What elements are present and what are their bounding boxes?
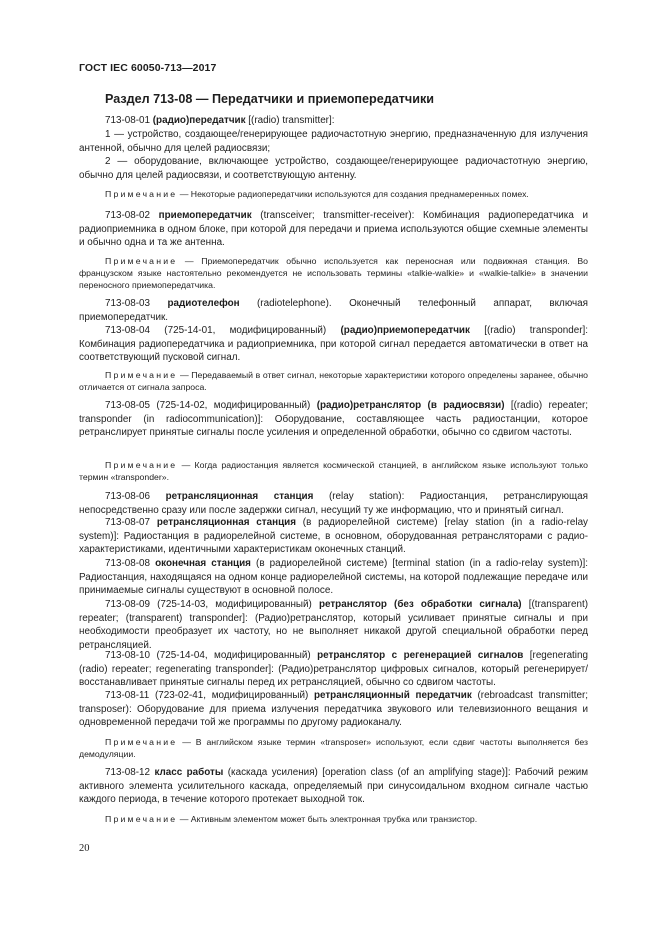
term-entry-713-08-05 — [79, 399, 588, 440]
entry-prefix: 713-08-10 (725-14-04, модифицированный) — [105, 650, 318, 661]
entry-text: (radiotelephone). Оконечный телефонный аппарат, включая приемопередатчик. — [79, 298, 588, 323]
note-text: — Приемопередатчик обычно используется как переносная или подвижная станция. Во французском языке настоятельно рекомендуется не использовать термины «talkie-walkie» и «walkie-talkie» в значении переносного приемопередатчика. — [79, 256, 588, 290]
term-name: класс работы — [154, 767, 224, 778]
entry-text: (каскада усиления) [operation class (of an amplifying stage)]: Рабочий режим активного элемента усилительного каскада, определяемый при синусоидальном входном сигнале частью каждого периода, в течение которого протекает выходной ток. — [79, 767, 589, 806]
entry-text: (в радиорелейной системе) [terminal station (in a radio-relay system)]: Радиостанция, находящаяся на одном конце радиорелейной системы, на которой подлежащие передаче или принимаемые сигналы существуют в основной полосе. — [79, 558, 588, 597]
entry-text: [(radio) transmitter]: — [245, 115, 335, 126]
entry-prefix: 713-08-11 (723-02-41, модифицированный) — [105, 690, 314, 701]
term-name: приемопередатчик — [158, 210, 252, 221]
definition-2: 2 — оборудование, включающее устройство, создающее/генерирующее радиочастотную энергию, обычно для целей радиосвязи, и соответствующую антенну. — [79, 156, 588, 181]
note-1 — [79, 188, 588, 200]
entry-prefix: 713-08-06 — [105, 491, 166, 502]
entry-text: (rebroadcast transmitter; transposer): Оборудование для приема излучения передатчика звукового или телевизионного вещания и одновременной передачи той же программы по другому радиоканалу. — [79, 690, 588, 729]
note-3 — [79, 369, 588, 393]
entry-text: (в радиорелейной системе) [relay station (in a radio-relay system)]: Радиостанция в радиорелейной системе, в основном, оборудованная ретрансляторами с радио-характеристиками, идентичными характеристикам оконечных станций. — [79, 517, 588, 556]
note-label: Примечание — [105, 814, 178, 824]
note-text: — Передаваемый в ответ сигнал, некоторые характеристики которого определены заранее, обычно отличается от сигнала запроса. — [79, 370, 588, 392]
definition-1: 1 — устройство, создающее/генерирующее радиочастотную энергию, предназначенную для излучения антенной, обычно для целей радиосвязи; — [79, 129, 588, 154]
note-2 — [79, 255, 588, 291]
entry-text: [regenerating (radio) repeater; regenerating transponder]: (Радио)ретранслятор цифровых сигналов, который регенерирует/восстанавливает принятые сигналы перед их ретрансляцией, обычно со сдвигом частоты. — [79, 650, 588, 689]
term-name: радиотелефон — [167, 298, 240, 309]
entry-prefix: 713-08-12 — [105, 767, 155, 778]
term-entry-713-08-08 — [79, 557, 588, 598]
term-entry-713-08-07 — [79, 516, 588, 557]
entry-text: [(radio) transponder]: Комбинация радиопередатчика и радиоприемника, при которой сигнал передается автоматически в ответ на соответствующий пусковой сигнал. — [79, 325, 588, 364]
term-name: ретрансляционная станция — [156, 517, 296, 528]
term-name: (радио)передатчик — [152, 115, 246, 126]
entry-text: [(transparent) repeater; (transparent) transponder]: (Радио)ретранслятор, который усиливает принятые сигналы и при необходимости преобразует их частоту, но не выполняет никакой другой специальной обработки перед ретрансляцией. — [79, 599, 588, 651]
entry-prefix: 713-08-07 — [105, 517, 157, 528]
term-entry-713-08-11 — [79, 689, 588, 730]
term-entry-713-08-09 — [79, 598, 588, 652]
note-label: Примечание — [105, 189, 178, 199]
note-4 — [79, 459, 588, 483]
entry-prefix: 713-08-09 (725-14-03, модифицированный) — [105, 599, 319, 610]
note-5 — [79, 736, 588, 760]
entry-prefix: 713-08-03 — [105, 298, 168, 309]
term-name: оконечная станция — [155, 558, 251, 569]
entry-prefix: 713-08-01 — [105, 115, 153, 126]
term-entry-713-08-03 — [79, 297, 588, 324]
term-name: (радио)приемопередатчик — [340, 325, 470, 336]
note-label: Примечание — [105, 256, 178, 266]
term-name: ретрансляционный передатчик — [313, 690, 472, 701]
note-label: Примечание — [105, 460, 178, 470]
term-entry-713-08-01 — [79, 114, 588, 128]
entry-text: (relay station): Радиостанция, ретранслирующая непосредственно сразу или после задержки сигнал, несущий ту же информацию, что и принятый сигнал. — [79, 491, 588, 516]
term-name: ретранслятор (без обработки сигнала) — [318, 599, 522, 610]
entry-text: [(radio) repeater; transponder (in radiocommunication)]: Оборудование, составляющее часть радиостанции, которое ретранслирует принятые сигналы после усиления и определенной обработки, обычно со сдвигом частоты. — [79, 400, 588, 439]
note-text: — Когда радиостанция является космической станцией, в английском языке используют только термин «transponder». — [79, 460, 588, 482]
term-entry-713-08-12 — [79, 766, 588, 807]
entry-prefix: 713-08-04 (725-14-01, модифицированный) — [105, 325, 341, 336]
entry-text: (transceiver; transmitter-receiver): Комбинация радиопередатчика и радиоприемника в одном блоке, при которой для передачи и приема используются общие схемные элементы и обычно одна и та же антенна. — [79, 210, 588, 249]
term-entry-713-08-06 — [79, 490, 588, 517]
term-name: (радио)ретранслятор (в радиосвязи) — [316, 400, 505, 411]
document-header: ГОСТ IEC 60050-713—2017 — [79, 62, 217, 74]
entry-prefix: 713-08-05 (725-14-02, модифицированный) — [105, 400, 317, 411]
section-title: Раздел 713-08 — Передатчики и приемопередатчики — [105, 92, 435, 106]
term-entry-713-08-10 — [79, 649, 588, 690]
term-entry-713-08-02 — [79, 209, 588, 250]
note-label: Примечание — [105, 370, 178, 380]
term-entry-713-08-04 — [79, 324, 588, 365]
note-text: — Активным элементом может быть электронная трубка или транзистор. — [177, 814, 478, 824]
entry-prefix: 713-08-02 — [105, 210, 159, 221]
term-name: ретрансляционная станция — [165, 491, 314, 502]
note-text: — В английском языке термин «transposer» используют, если сдвиг частоты выполняется без демодуляции. — [79, 737, 588, 759]
note-6 — [79, 813, 588, 825]
entry-prefix: 713-08-08 — [105, 558, 156, 569]
page-number: 20 — [79, 843, 90, 854]
note-text: — Некоторые радиопередатчики используются для создания преднамеренных помех. — [177, 189, 529, 199]
term-name: ретранслятор с регенерацией сигналов — [317, 650, 524, 661]
note-label: Примечание — [105, 737, 178, 747]
